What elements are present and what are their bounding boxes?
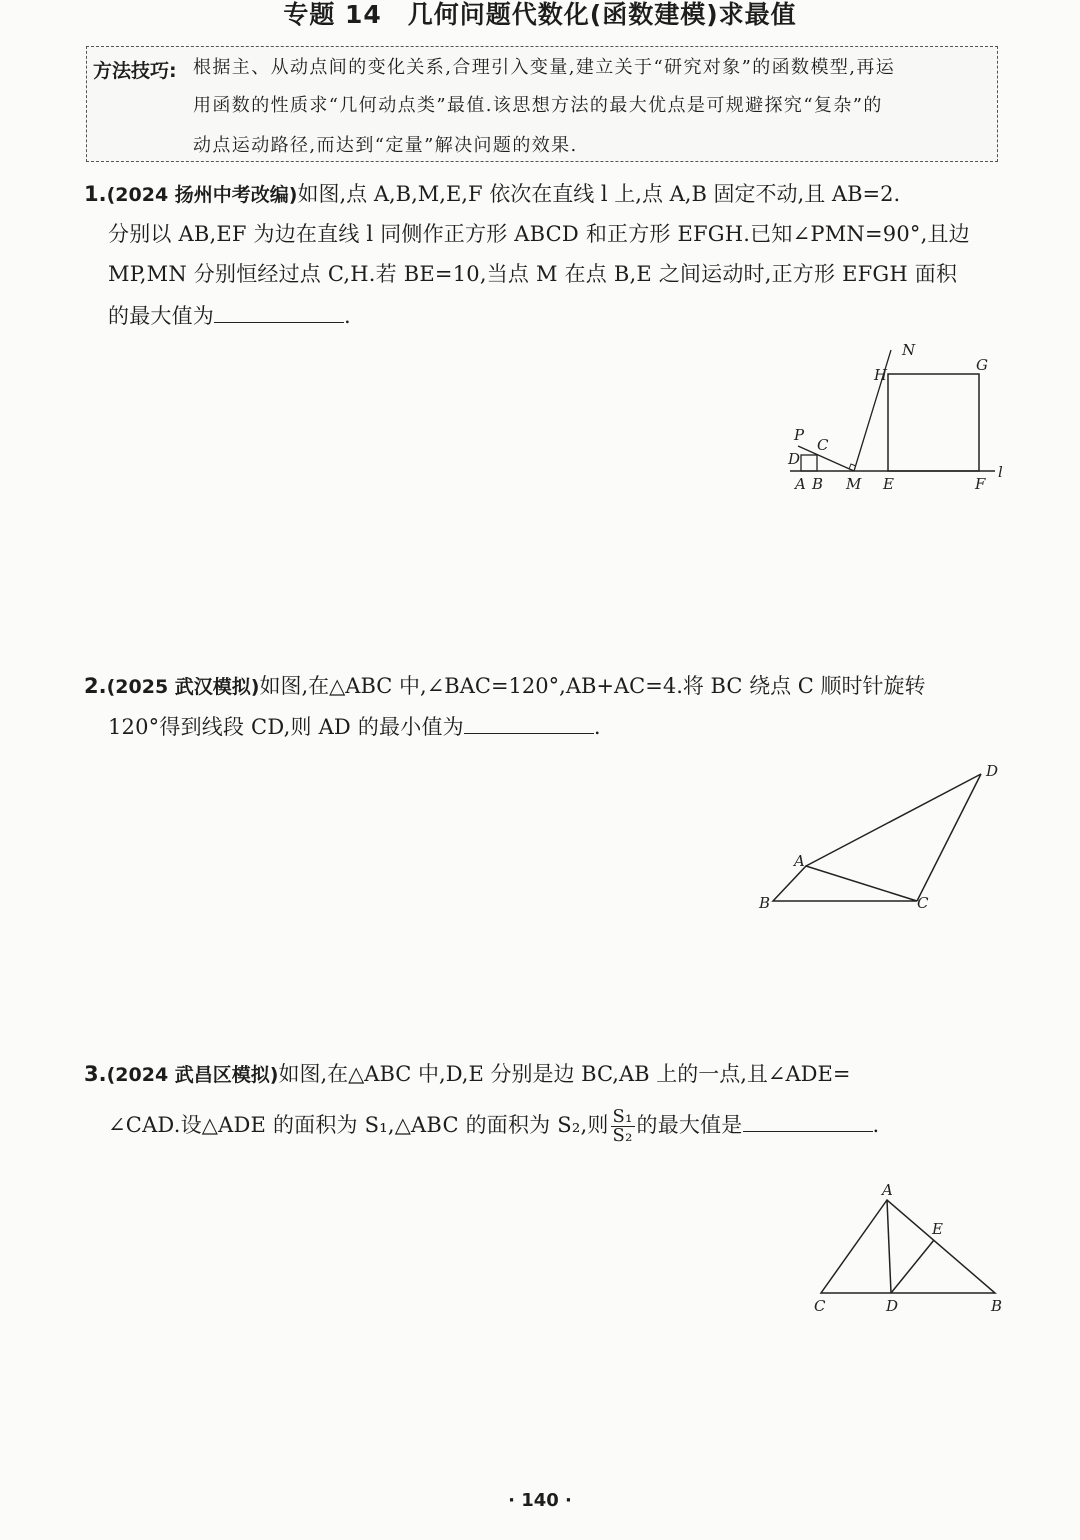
label-A: A — [795, 475, 806, 493]
label-A: A — [794, 852, 805, 870]
label-N: N — [902, 341, 916, 359]
square-ABCD — [801, 455, 817, 471]
problem-3-header — [84, 1060, 850, 1089]
label-G: G — [976, 356, 988, 374]
page-title: 专题 14 几何问题代数化(函数建模)求最值 — [283, 0, 797, 29]
problem-text: 如图,在△ABC 中,D,E 分别是边 BC,AB 上的一点,且∠ADE= — [278, 1062, 851, 1086]
problem-text: 如图,在△ABC 中,∠BAC=120°,AB+AC=4.将 BC 绕点 C 顺时针旋转 — [259, 674, 926, 698]
answer-blank[interactable] — [464, 713, 594, 734]
triangle-ABC — [821, 1200, 995, 1293]
method-tips-line: 根据主、从动点间的变化关系,合理引入变量,建立关于“研究对象”的函数模型,再运 — [193, 57, 896, 78]
label-M: M — [846, 475, 862, 493]
problem-text: ∠CAD.设△ADE 的面积为 S₁,△ABC 的面积为 S₂,则 — [108, 1113, 609, 1137]
method-tips-line: 用函数的性质求“几何动点类”最值.该思想方法的最大优点是可规避探究“复杂”的 — [193, 95, 883, 116]
segment-AD — [887, 1200, 891, 1293]
answer-blank[interactable] — [743, 1111, 873, 1132]
fraction-numerator: S₁ — [612, 1106, 633, 1127]
label-P: P — [794, 426, 805, 444]
triangle-ABC — [773, 866, 917, 901]
problem-3-figure — [800, 1180, 1020, 1320]
problem-1-figure — [780, 340, 1020, 500]
problem-text: 如图,点 A,B,M,E,F 依次在直线 l 上,点 A,B 固定不动,且 AB=2. — [297, 182, 901, 206]
fraction-denominator: S₂ — [612, 1125, 633, 1146]
problem-2-header — [84, 672, 926, 701]
fraction-s1-s2 — [611, 1108, 635, 1145]
problem-number: 1. — [84, 182, 107, 206]
problem-1-header — [84, 180, 900, 209]
label-D: D — [788, 450, 801, 468]
method-tips-box — [86, 46, 998, 162]
problem-text: 分别以 AB,EF 为边在直线 l 同侧作正方形 ABCD 和正方形 EFGH.已知∠PMN=90°,且边 — [108, 222, 970, 246]
square-EFGH — [888, 374, 979, 471]
problem-source: (2024 武昌区模拟) — [106, 1064, 279, 1086]
segment-CD — [917, 774, 981, 901]
problem-2-figure — [750, 760, 1020, 920]
label-F: F — [975, 475, 986, 493]
label-B: B — [812, 475, 824, 493]
problem-2-answer-line: 120°得到线段 CD,则 AD 的最小值为 . — [108, 715, 601, 739]
method-tips-line: 动点运动路径,而达到“定量”解决问题的效果. — [193, 135, 578, 156]
problem-text: 的最大值是 — [636, 1113, 743, 1137]
problem-number: 3. — [84, 1062, 107, 1086]
label-D: D — [886, 1297, 899, 1315]
answer-blank[interactable] — [214, 302, 344, 323]
label-E: E — [932, 1220, 943, 1238]
segment-AD — [806, 774, 981, 866]
label-C: C — [814, 1297, 826, 1315]
problem-text: 的最大值为 — [108, 304, 214, 328]
label-D: D — [986, 762, 999, 780]
problem-number: 2. — [84, 674, 107, 698]
label-l: l — [998, 463, 1003, 481]
label-B: B — [759, 894, 771, 912]
page-number: · 140 · — [508, 1490, 572, 1511]
label-B: B — [991, 1297, 1003, 1315]
problem-text: 120°得到线段 CD,则 AD 的最小值为 — [108, 715, 464, 739]
label-C: C — [817, 436, 829, 454]
problem-source: (2025 武汉模拟) — [106, 676, 260, 698]
problem-text: MP,MN 分别恒经过点 C,H.若 BE=10,当点 M 在点 B,E 之间运动时,正方形 EFGH 面积 — [108, 262, 958, 286]
problem-source: (2024 扬州中考改编) — [106, 184, 298, 206]
method-tips-label: 方法技巧: — [93, 60, 177, 82]
label-C: C — [917, 894, 929, 912]
label-H: H — [874, 366, 888, 384]
problem-3-answer-line: ∠CAD.设△ADE 的面积为 S₁,△ABC 的面积为 S₂,则 $\frac{\text{S₁}}{\text{S₂}}$ 的最大值是 . — [108, 1106, 880, 1146]
label-E: E — [883, 475, 894, 493]
label-A: A — [882, 1181, 893, 1199]
segment-DE — [891, 1240, 934, 1293]
problem-1-answer-line: 的最大值为 . — [108, 304, 351, 328]
